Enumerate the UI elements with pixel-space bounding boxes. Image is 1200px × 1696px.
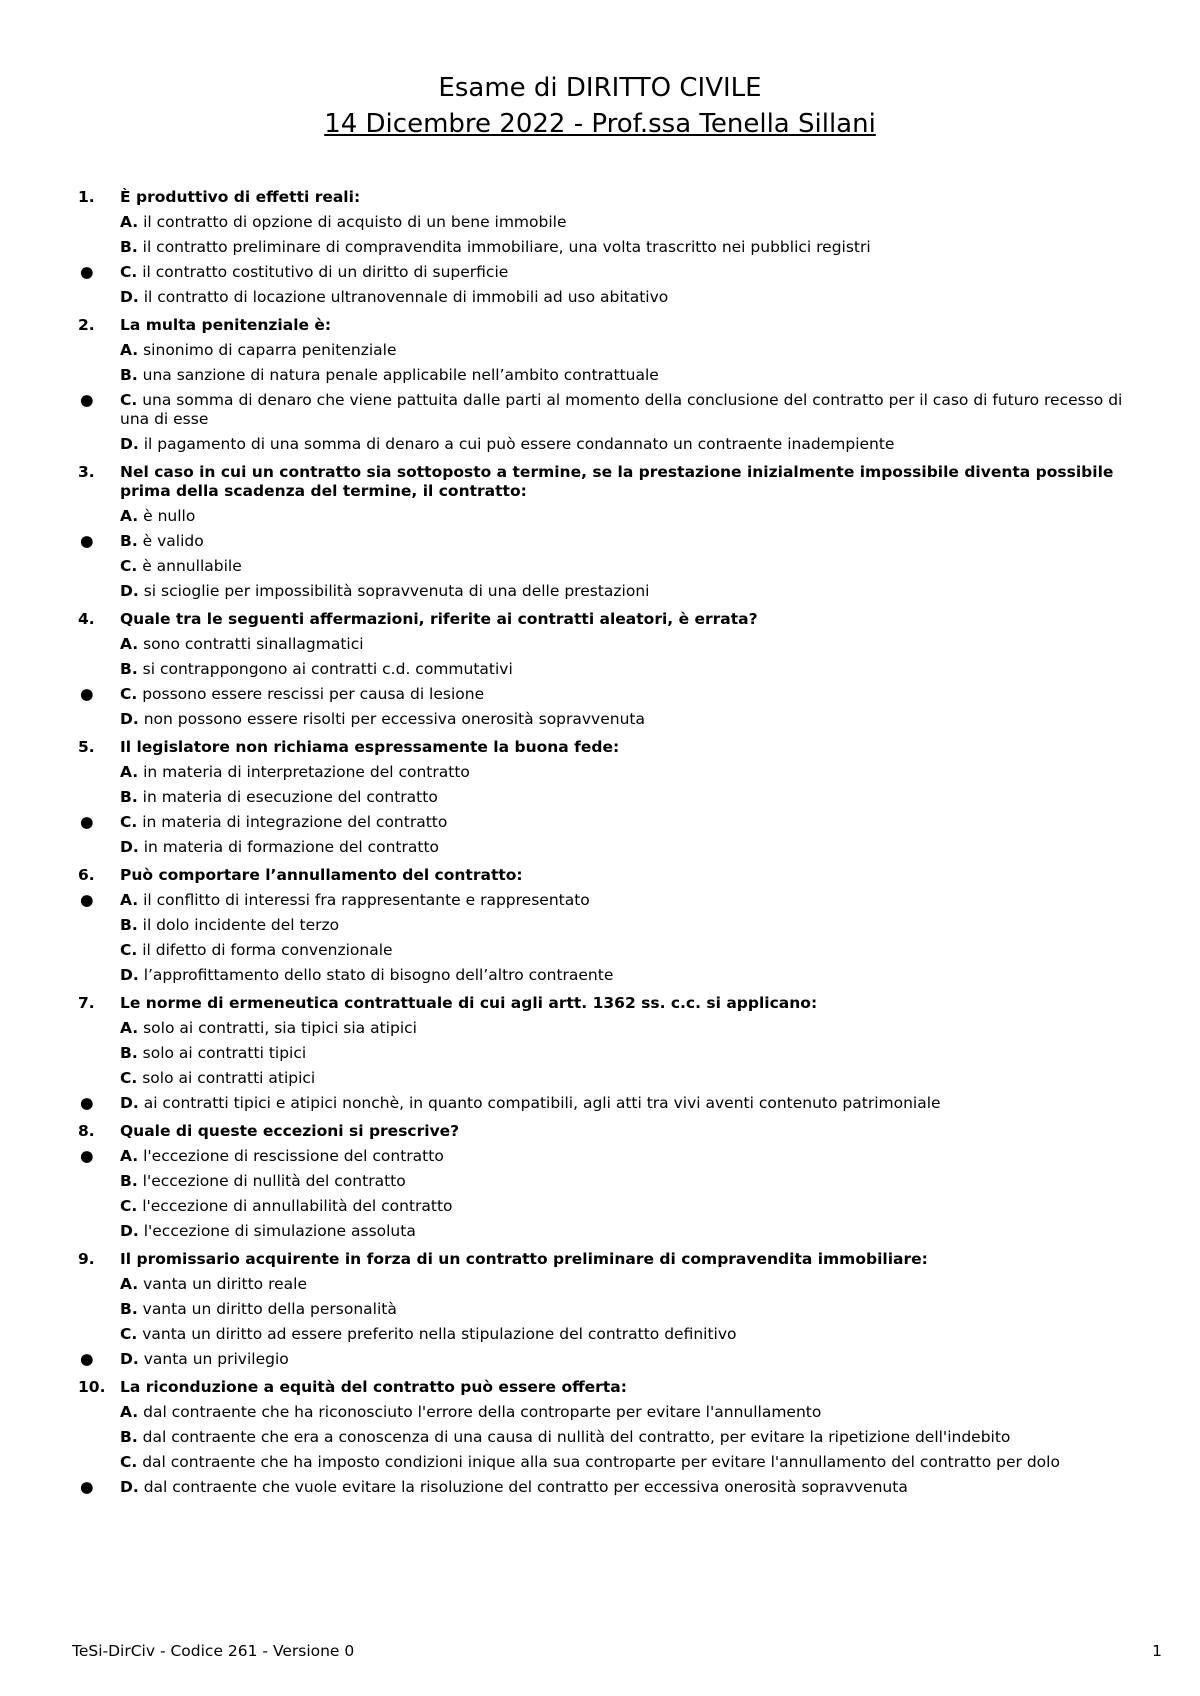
option-text: l'eccezione di rescissione del contratto bbox=[143, 1147, 444, 1165]
option-letter: D. bbox=[120, 1094, 139, 1112]
option-text: il conflitto di interessi fra rappresentante e rappresentato bbox=[143, 891, 590, 909]
question-heading bbox=[0, 866, 1200, 885]
answer-option bbox=[0, 1350, 1200, 1369]
question-heading bbox=[0, 316, 1200, 335]
question-text: Quale tra le seguenti affermazioni, riferite ai contratti aleatori, è errata? bbox=[120, 610, 758, 628]
correct-answer-bullet-icon: ● bbox=[80, 685, 94, 703]
document-subtitle: 14 Dicembre 2022 - Prof.ssa Tenella Sillani bbox=[324, 109, 876, 139]
answer-option bbox=[0, 788, 1200, 807]
option-letter: D. bbox=[120, 288, 139, 306]
answer-option bbox=[0, 660, 1200, 679]
option-text: dal contraente che ha riconosciuto l'errore della controparte per evitare l'annullamento bbox=[143, 1403, 822, 1421]
option-text: l'eccezione di nullità del contratto bbox=[142, 1172, 406, 1190]
option-letter: C. bbox=[120, 263, 138, 281]
option-text: solo ai contratti, sia tipici sia atipici bbox=[143, 1019, 417, 1037]
answer-option bbox=[0, 532, 1200, 551]
question-text: Può comportare l’annullamento del contratto: bbox=[120, 866, 523, 884]
answer-option bbox=[0, 1069, 1200, 1088]
answer-option bbox=[0, 1478, 1200, 1497]
option-letter: A. bbox=[120, 1403, 139, 1421]
question-heading bbox=[0, 188, 1200, 207]
question-number: 10. bbox=[78, 1378, 106, 1396]
answer-option bbox=[0, 941, 1200, 960]
answer-option bbox=[0, 238, 1200, 257]
answer-option bbox=[0, 582, 1200, 601]
question-list bbox=[0, 188, 1200, 1506]
question-item bbox=[0, 316, 1200, 454]
option-letter: A. bbox=[120, 213, 139, 231]
option-letter: D. bbox=[120, 1350, 139, 1368]
option-text: è annullabile bbox=[142, 557, 242, 575]
question-heading bbox=[0, 1250, 1200, 1269]
question-heading bbox=[0, 1378, 1200, 1397]
option-letter: A. bbox=[120, 1019, 139, 1037]
option-letter: C. bbox=[120, 685, 138, 703]
option-letter: B. bbox=[120, 532, 138, 550]
answer-option bbox=[0, 1044, 1200, 1063]
document-title: Esame di DIRITTO CIVILE bbox=[438, 73, 762, 103]
option-text: è nullo bbox=[143, 507, 196, 525]
question-text: Quale di queste eccezioni si prescrive? bbox=[120, 1122, 460, 1140]
answer-option bbox=[0, 685, 1200, 704]
question-text: La riconduzione a equità del contratto può essere offerta: bbox=[120, 1378, 627, 1396]
question-number: 4. bbox=[78, 610, 95, 628]
answer-option bbox=[0, 1300, 1200, 1319]
question-text: Il promissario acquirente in forza di un contratto preliminare di compravendita immobiliare: bbox=[120, 1250, 928, 1268]
answer-option bbox=[0, 1094, 1200, 1113]
answer-option bbox=[0, 288, 1200, 307]
correct-answer-bullet-icon: ● bbox=[80, 1478, 94, 1496]
question-number: 1. bbox=[78, 188, 95, 206]
answer-option bbox=[0, 916, 1200, 935]
option-letter: B. bbox=[120, 1300, 138, 1318]
option-text: solo ai contratti atipici bbox=[142, 1069, 316, 1087]
answer-option bbox=[0, 1172, 1200, 1191]
answer-option bbox=[0, 366, 1200, 385]
answer-option bbox=[0, 263, 1200, 282]
question-item bbox=[0, 738, 1200, 857]
option-text: solo ai contratti tipici bbox=[142, 1044, 307, 1062]
option-letter: C. bbox=[120, 391, 138, 409]
page-footer bbox=[72, 1642, 1162, 1661]
option-text: dal contraente che ha imposto condizioni inique alla sua controparte per evitare l'annullamento del contratto per dolo bbox=[142, 1453, 1060, 1471]
answer-option bbox=[0, 435, 1200, 454]
question-item bbox=[0, 1378, 1200, 1497]
option-text: l'eccezione di annullabilità del contratto bbox=[142, 1197, 453, 1215]
option-text: l’approfittamento dello stato di bisogno dell’altro contraente bbox=[143, 966, 614, 984]
answer-option bbox=[0, 763, 1200, 782]
option-letter: A. bbox=[120, 763, 139, 781]
option-text: vanta un diritto della personalità bbox=[142, 1300, 397, 1318]
option-text: dal contraente che era a conoscenza di una causa di nullità del contratto, per evitare la ripetizione dell'indebito bbox=[142, 1428, 1011, 1446]
option-text: il pagamento di una somma di denaro a cui può essere condannato un contraente inadempiente bbox=[143, 435, 895, 453]
correct-answer-bullet-icon: ● bbox=[80, 1094, 94, 1112]
answer-option bbox=[0, 1222, 1200, 1241]
option-letter: A. bbox=[120, 341, 139, 359]
option-letter: B. bbox=[120, 366, 138, 384]
option-text: in materia di integrazione del contratto bbox=[142, 813, 448, 831]
correct-answer-bullet-icon: ● bbox=[80, 1350, 94, 1368]
option-text: l'eccezione di simulazione assoluta bbox=[143, 1222, 416, 1240]
option-text: una somma di denaro che viene pattuita dalle parti al momento della conclusione del contratto per il caso di futuro recesso di una di esse bbox=[120, 391, 1123, 428]
option-text: non possono essere risolti per eccessiva onerosità sopravvenuta bbox=[143, 710, 645, 728]
option-text: in materia di esecuzione del contratto bbox=[142, 788, 438, 806]
option-letter: D. bbox=[120, 582, 139, 600]
question-heading bbox=[0, 994, 1200, 1013]
option-letter: B. bbox=[120, 1172, 138, 1190]
option-letter: B. bbox=[120, 1428, 138, 1446]
answer-option bbox=[0, 1147, 1200, 1166]
answer-option bbox=[0, 710, 1200, 729]
answer-option bbox=[0, 1428, 1200, 1447]
option-letter: A. bbox=[120, 1147, 139, 1165]
answer-option bbox=[0, 557, 1200, 576]
question-heading bbox=[0, 1122, 1200, 1141]
question-item bbox=[0, 866, 1200, 985]
option-text: possono essere rescissi per causa di lesione bbox=[142, 685, 485, 703]
correct-answer-bullet-icon: ● bbox=[80, 263, 94, 281]
answer-option bbox=[0, 341, 1200, 360]
question-heading bbox=[0, 610, 1200, 629]
question-number: 2. bbox=[78, 316, 95, 334]
option-text: dal contraente che vuole evitare la risoluzione del contratto per eccessiva onerosità sopravvenuta bbox=[143, 1478, 908, 1496]
answer-option bbox=[0, 1019, 1200, 1038]
option-letter: C. bbox=[120, 1197, 138, 1215]
option-letter: B. bbox=[120, 788, 138, 806]
answer-option bbox=[0, 813, 1200, 832]
option-letter: C. bbox=[120, 941, 138, 959]
option-text: il contratto di locazione ultranovennale di immobili ad uso abitativo bbox=[143, 288, 669, 306]
question-text: Il legislatore non richiama espressamente la buona fede: bbox=[120, 738, 620, 756]
answer-option bbox=[0, 1453, 1200, 1472]
option-text: il difetto di forma convenzionale bbox=[142, 941, 393, 959]
option-text: è valido bbox=[142, 532, 204, 550]
option-letter: C. bbox=[120, 557, 138, 575]
correct-answer-bullet-icon: ● bbox=[80, 813, 94, 831]
option-letter: A. bbox=[120, 891, 139, 909]
question-number: 5. bbox=[78, 738, 95, 756]
option-letter: D. bbox=[120, 838, 139, 856]
question-text: Le norme di ermeneutica contrattuale di cui agli artt. 1362 ss. c.c. si applicano: bbox=[120, 994, 818, 1012]
question-text: È produttivo di effetti reali: bbox=[120, 188, 361, 206]
answer-option bbox=[0, 966, 1200, 985]
option-letter: A. bbox=[120, 1275, 139, 1293]
correct-answer-bullet-icon: ● bbox=[80, 532, 94, 550]
option-letter: A. bbox=[120, 635, 139, 653]
correct-answer-bullet-icon: ● bbox=[80, 391, 94, 409]
document-header bbox=[0, 70, 1200, 142]
question-item bbox=[0, 610, 1200, 729]
option-text: vanta un diritto reale bbox=[143, 1275, 307, 1293]
option-letter: C. bbox=[120, 1453, 138, 1471]
option-letter: C. bbox=[120, 813, 138, 831]
question-number: 7. bbox=[78, 994, 95, 1012]
question-number: 9. bbox=[78, 1250, 95, 1268]
question-item bbox=[0, 994, 1200, 1113]
question-item bbox=[0, 1122, 1200, 1241]
option-letter: B. bbox=[120, 238, 138, 256]
page-number: 1 bbox=[1152, 1642, 1162, 1660]
question-item bbox=[0, 188, 1200, 307]
answer-option bbox=[0, 838, 1200, 857]
footer-code: TeSi-DirCiv - Codice 261 - Versione 0 bbox=[72, 1642, 355, 1660]
option-text: vanta un privilegio bbox=[143, 1350, 289, 1368]
question-heading bbox=[0, 463, 1200, 501]
question-number: 3. bbox=[78, 463, 95, 481]
option-text: si scioglie per impossibilità sopravvenuta di una delle prestazioni bbox=[143, 582, 650, 600]
option-text: ai contratti tipici e atipici nonchè, in quanto compatibili, agli atti tra vivi aventi contenuto patrimoniale bbox=[143, 1094, 941, 1112]
option-text: il contratto preliminare di compravendita immobiliare, una volta trascritto nei pubblici registri bbox=[142, 238, 871, 256]
question-heading bbox=[0, 738, 1200, 757]
option-text: vanta un diritto ad essere preferito nella stipulazione del contratto definitivo bbox=[142, 1325, 737, 1343]
option-letter: D. bbox=[120, 1478, 139, 1496]
option-letter: D. bbox=[120, 435, 139, 453]
answer-option bbox=[0, 891, 1200, 910]
option-letter: D. bbox=[120, 1222, 139, 1240]
answer-option bbox=[0, 1403, 1200, 1422]
answer-option bbox=[0, 1325, 1200, 1344]
option-text: sinonimo di caparra penitenziale bbox=[143, 341, 397, 359]
answer-option bbox=[0, 635, 1200, 654]
question-text: La multa penitenziale è: bbox=[120, 316, 332, 334]
option-text: il dolo incidente del terzo bbox=[142, 916, 340, 934]
option-letter: C. bbox=[120, 1069, 138, 1087]
answer-option bbox=[0, 1275, 1200, 1294]
option-letter: D. bbox=[120, 710, 139, 728]
answer-option bbox=[0, 507, 1200, 526]
option-text: in materia di formazione del contratto bbox=[143, 838, 440, 856]
option-text: in materia di interpretazione del contratto bbox=[143, 763, 470, 781]
option-letter: B. bbox=[120, 1044, 138, 1062]
question-number: 6. bbox=[78, 866, 95, 884]
option-letter: D. bbox=[120, 966, 139, 984]
correct-answer-bullet-icon: ● bbox=[80, 1147, 94, 1165]
option-letter: C. bbox=[120, 1325, 138, 1343]
question-item bbox=[0, 1250, 1200, 1369]
question-item bbox=[0, 463, 1200, 601]
question-number: 8. bbox=[78, 1122, 95, 1140]
option-text: una sanzione di natura penale applicabile nell’ambito contrattuale bbox=[142, 366, 659, 384]
answer-option bbox=[0, 213, 1200, 232]
option-letter: B. bbox=[120, 916, 138, 934]
option-text: sono contratti sinallagmatici bbox=[143, 635, 364, 653]
question-text: Nel caso in cui un contratto sia sottoposto a termine, se la prestazione inizialmente impossibile diventa possibile prima della scadenza del termine, il contratto: bbox=[120, 463, 1114, 500]
answer-option bbox=[0, 391, 1200, 429]
option-letter: A. bbox=[120, 507, 139, 525]
option-letter: B. bbox=[120, 660, 138, 678]
option-text: il contratto costitutivo di un diritto di superficie bbox=[142, 263, 509, 281]
option-text: il contratto di opzione di acquisto di un bene immobile bbox=[143, 213, 567, 231]
correct-answer-bullet-icon: ● bbox=[80, 891, 94, 909]
option-text: si contrappongono ai contratti c.d. commutativi bbox=[142, 660, 513, 678]
answer-option bbox=[0, 1197, 1200, 1216]
